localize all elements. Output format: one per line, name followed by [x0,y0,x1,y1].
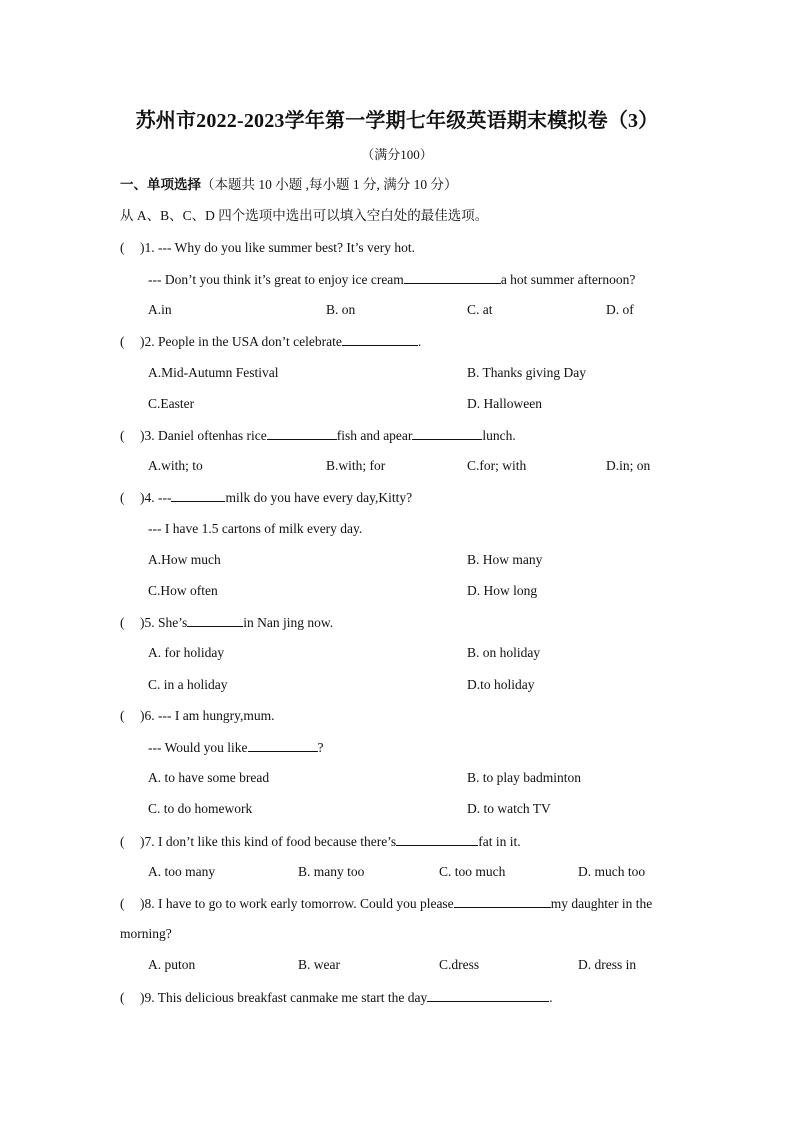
option-b[interactable]: B. on [326,302,356,317]
question-text: lunch. [482,428,516,443]
question-1 [120,239,415,257]
option-b[interactable]: B. Thanks giving Day [467,365,586,380]
option-d[interactable]: D.in; on [606,458,651,473]
question-3 [120,426,516,445]
answer-bracket: ( [120,896,125,911]
question-8 [120,894,652,913]
option-b[interactable]: B. on holiday [467,645,541,660]
question-stem: )2. People in the USA don’t celebrate [140,334,342,349]
fill-blank[interactable] [404,270,501,284]
question-2 [120,332,421,351]
option-c[interactable]: C.Easter [148,396,195,411]
question-text: --- Don’t you think it’s great to enjoy ice cream [148,272,404,287]
option-b[interactable]: B. wear [298,957,340,972]
question-stem: )5. She’s [140,615,188,630]
question-8-line-2: morning? [120,926,172,941]
option-b[interactable]: B. many too [298,864,365,879]
option-a[interactable]: A.in [148,302,172,317]
question-stem: )6. --- I am hungry,mum. [140,708,275,723]
question-text: milk do you have every day,Kitty? [225,490,413,505]
question-text: fat in it. [478,834,521,849]
question-text: a hot summer afternoon? [500,272,636,287]
answer-bracket: ( [120,334,125,349]
option-c[interactable]: C.dress [439,957,480,972]
fill-blank[interactable] [396,832,478,846]
answer-bracket: ( [120,834,125,849]
question-text: ? [317,740,324,755]
question-1-line-2 [148,270,635,289]
answer-bracket: ( [120,490,125,505]
question-stem: )8. I have to go to work early tomorrow. Could you please [140,896,454,911]
option-d[interactable]: D. of [606,302,634,317]
question-4-line-2: --- I have 1.5 cartons of milk every day. [148,521,363,536]
section-note: （本题共 10 小题 ,每小题 1 分, 满分 10 分） [201,177,458,192]
question-9 [120,988,553,1007]
fill-blank[interactable] [412,426,482,440]
answer-bracket: ( [120,708,125,723]
question-6 [120,707,274,725]
option-a[interactable]: A.with; to [148,458,203,473]
question-stem: )7. I don’t like this kind of food because there’s [140,834,397,849]
answer-bracket: ( [120,990,125,1005]
question-text: . [549,990,553,1005]
page-title: 苏州市2022-2023学年第一学期七年级英语期末模拟卷（3） [135,110,659,132]
option-d[interactable]: D.to holiday [467,677,535,692]
question-5 [120,613,333,632]
option-a[interactable]: A.How much [148,552,221,567]
option-a[interactable]: A. for holiday [148,645,225,660]
fill-blank[interactable] [248,738,318,752]
option-c[interactable]: C. too much [439,864,506,879]
option-d[interactable]: D. much too [578,864,646,879]
option-b[interactable]: B.with; for [326,458,386,473]
full-score-note: （满分100） [361,147,433,162]
question-text: . [417,334,422,349]
question-4 [120,488,412,507]
option-d[interactable]: D. How long [467,583,538,598]
question-6-line-2 [148,738,324,757]
option-a[interactable]: A. puton [148,957,196,972]
section-heading [120,176,458,194]
option-a[interactable]: A. to have some bread [148,770,270,785]
section-title: 一、单项选择 [120,177,201,192]
fill-blank[interactable] [171,488,225,502]
question-stem: )3. Daniel oftenhas rice [140,428,267,443]
question-stem: )4. --- [140,490,172,505]
question-text: in Nan jing now. [243,615,334,630]
question-text: --- Would you like [148,740,248,755]
fill-blank[interactable] [187,613,243,627]
option-b[interactable]: B. to play badminton [467,770,581,785]
answer-bracket: ( [120,240,125,255]
option-d[interactable]: D. to watch TV [467,801,551,816]
question-stem: )9. This delicious breakfast canmake me start the day [140,990,428,1005]
fill-blank[interactable] [267,426,337,440]
option-a[interactable]: A. too many [148,864,216,879]
option-d[interactable]: D. dress in [578,957,637,972]
option-d[interactable]: D. Halloween [467,396,542,411]
answer-bracket: ( [120,428,125,443]
option-b[interactable]: B. How many [467,552,543,567]
option-a[interactable]: A.Mid-Autumn Festival [148,365,279,380]
option-c[interactable]: C. in a holiday [148,677,228,692]
question-text: fish and apear [336,428,413,443]
fill-blank[interactable] [342,332,418,346]
option-c[interactable]: C. to do homework [148,801,253,816]
option-c[interactable]: C.How often [148,583,218,598]
question-text: my daughter in the [550,896,653,911]
option-c[interactable]: C. at [467,302,493,317]
answer-bracket: ( [120,615,125,630]
fill-blank[interactable] [427,988,549,1002]
fill-blank[interactable] [454,894,551,908]
question-stem: )1. --- Why do you like summer best? It’s very hot. [140,240,415,255]
instruction: 从 A、B、C、D 四个选项中选出可以填入空白处的最佳选项。 [120,208,489,223]
option-c[interactable]: C.for; with [467,458,527,473]
question-7 [120,832,521,851]
